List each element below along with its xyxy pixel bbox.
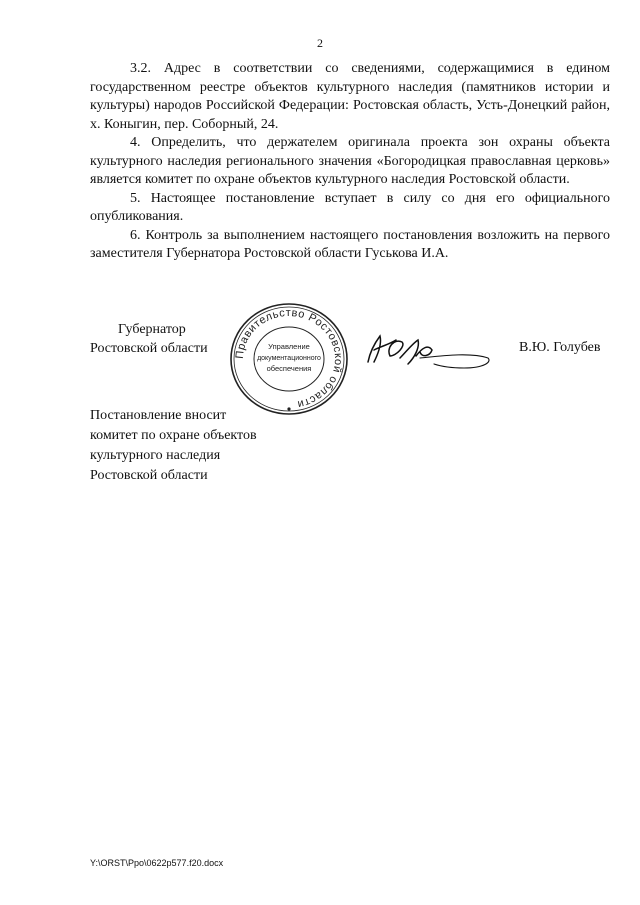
document-body xyxy=(90,60,610,264)
paragraph-4: 4. Определить, что держателем оригинала проекта зон охраны объекта культурного наследия регионального значения «Богородицкая православная церковь» является комитет по охране объектов культурного наследия Ростовской области. xyxy=(90,135,610,187)
submitter-line: Ростовской области xyxy=(90,468,208,483)
paragraph-3-2: 3.2. Адрес в соответствии со сведениями, содержащимися в едином государственном реестре объектов культурного наследия (памятников истории и культуры) народов Российской Федерации: Ростовская область, Усть-Донецкий район, х. Коныгин, пер. Соборный, 24. xyxy=(90,61,610,132)
signer-name: В.Ю. Голубев xyxy=(519,340,601,355)
governor-title-line1: Губернатор xyxy=(118,322,186,337)
submitter-line: культурного наследия xyxy=(90,448,221,463)
paragraph-6: 6. Контроль за выполнением настоящего постановления возложить на первого заместителя Губернатора Ростовской области Гуськова И.А. xyxy=(90,227,610,261)
governor-title xyxy=(90,320,220,358)
official-stamp xyxy=(227,300,351,418)
footer-file-path: Y:\ORST\Ppo\0622p577.f20.docx xyxy=(90,858,224,868)
stamp-star-icon xyxy=(287,407,290,410)
stamp-inner-line3: обеспечения xyxy=(266,364,312,373)
governor-title-line2: Ростовской области xyxy=(90,341,208,356)
stamp-inner-line2: документационного xyxy=(257,355,321,362)
paragraph-5: 5. Настоящее постановление вступает в силу со дня его официального опубликования. xyxy=(90,190,610,224)
handwritten-signature xyxy=(360,322,500,372)
stamp-outer-text: Правительство Ростовской области xyxy=(233,306,345,411)
submitter-line: Постановление вносит xyxy=(90,408,227,423)
page-number: 2 xyxy=(317,36,323,50)
stamp-inner-line1: Управление xyxy=(268,342,310,351)
signature-block xyxy=(0,300,640,420)
submitter-line: комитет по охране объектов xyxy=(90,428,257,443)
submitter-block xyxy=(90,406,257,486)
